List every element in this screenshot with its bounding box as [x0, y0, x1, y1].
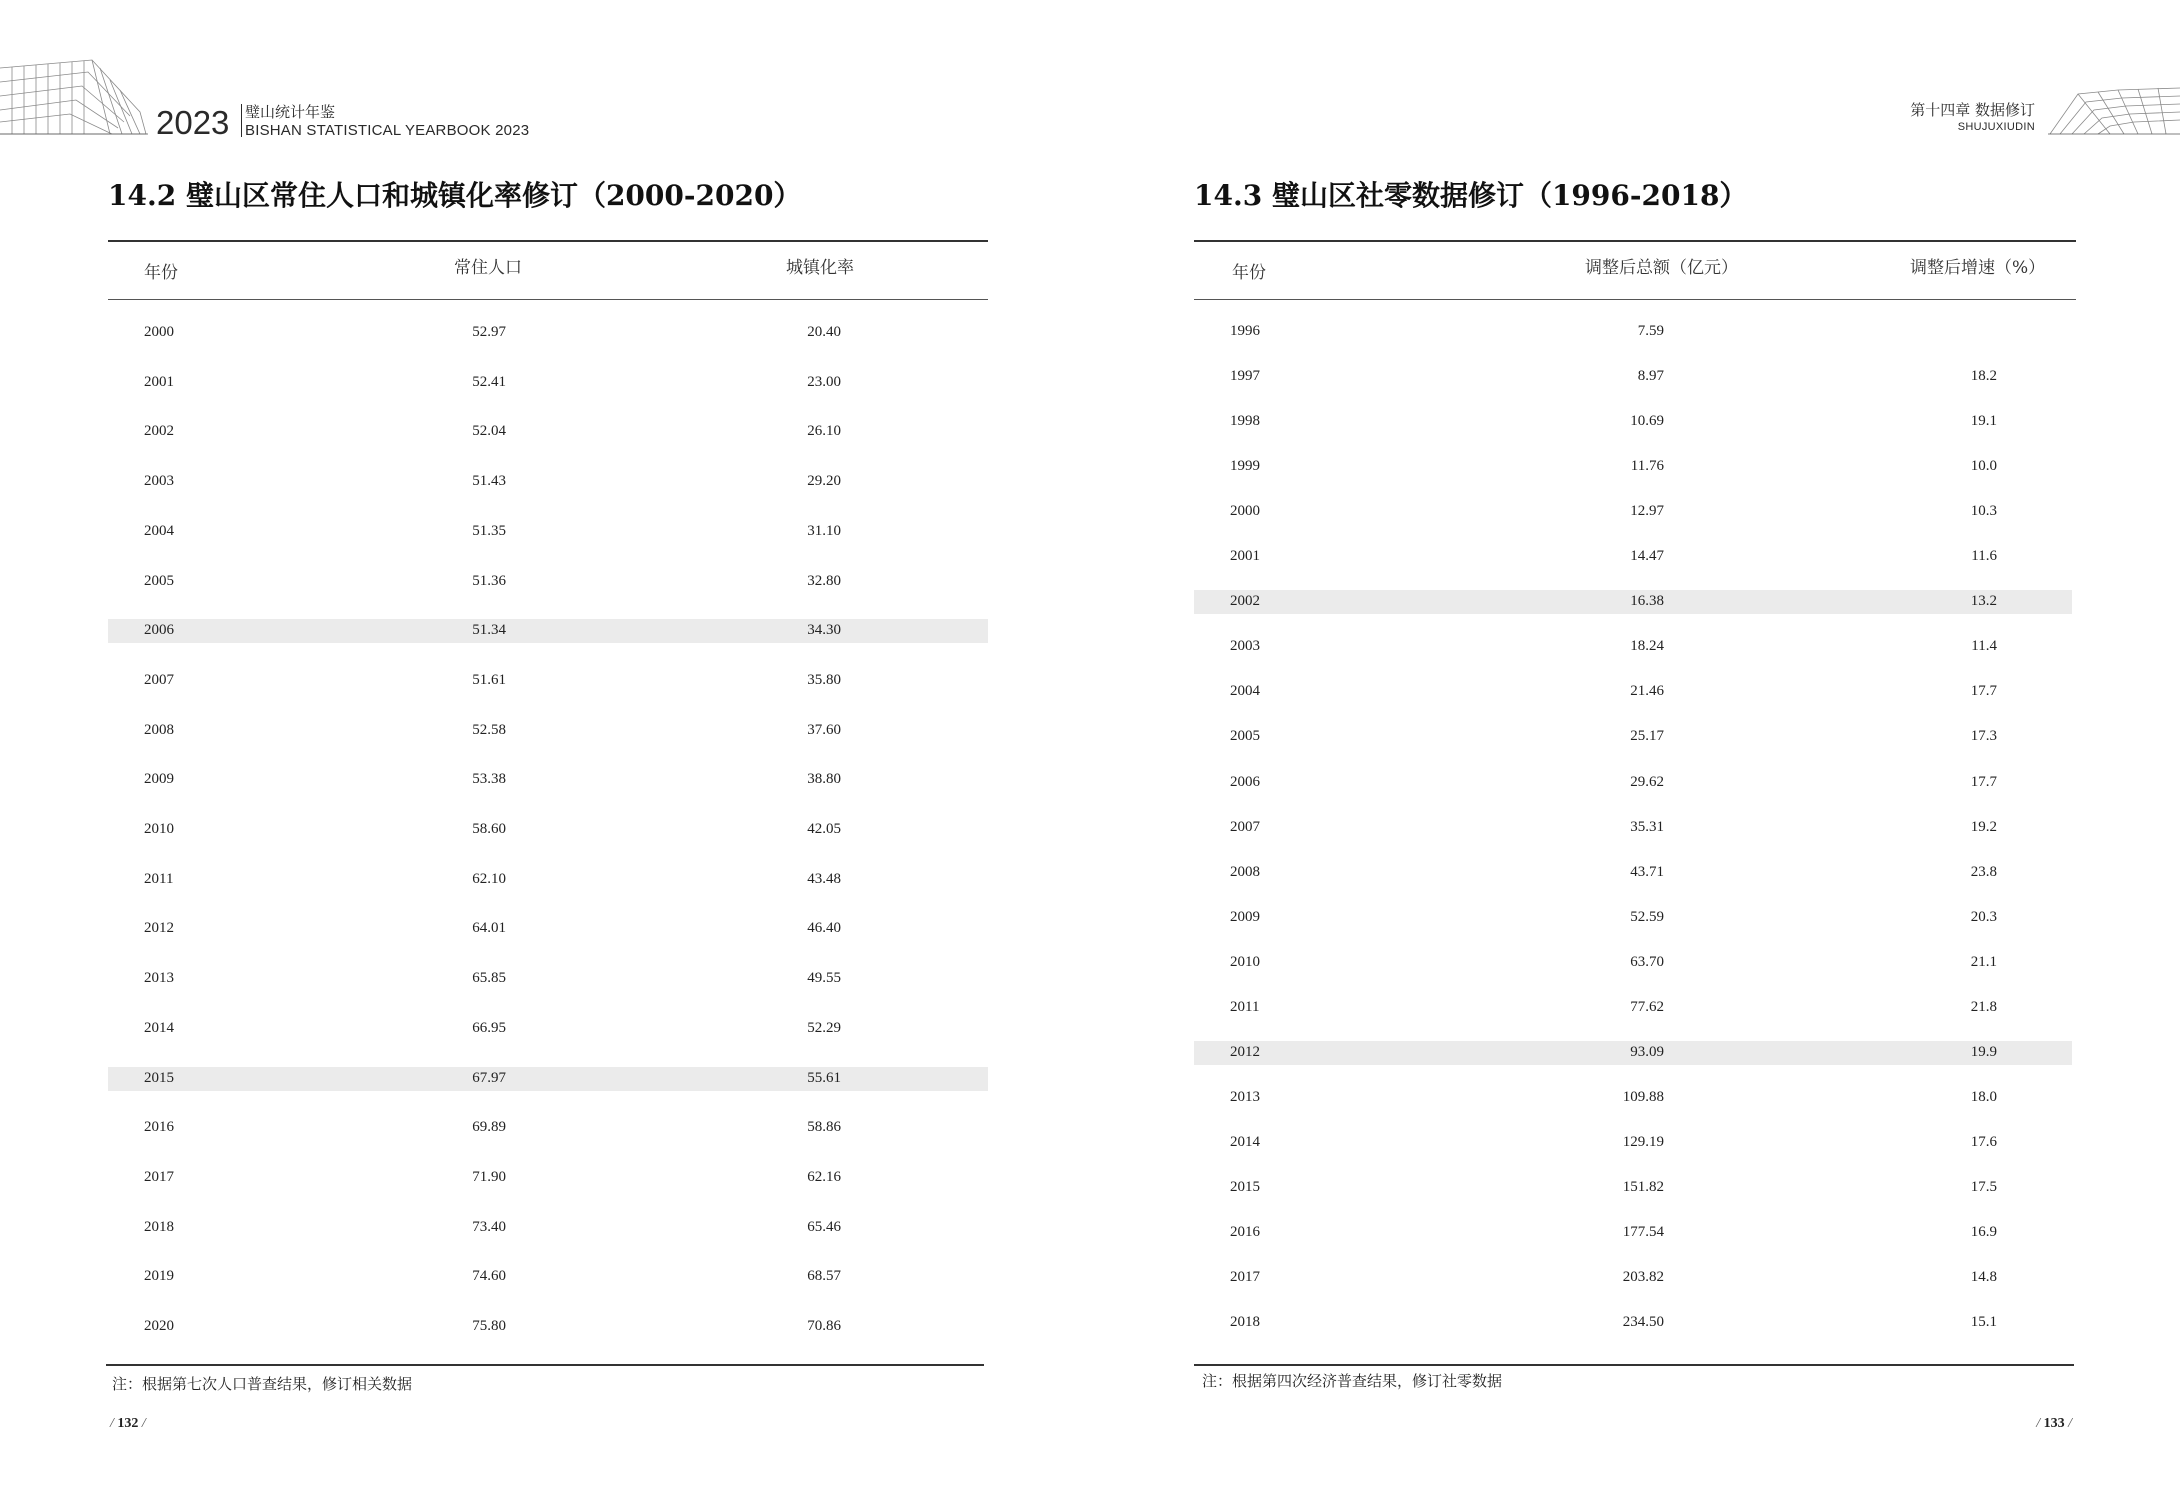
table-row — [1194, 635, 2072, 659]
table-row — [108, 1216, 988, 1240]
value-cell: 64.01 — [472, 920, 506, 937]
table-row — [1194, 861, 2072, 885]
rate-cell: 38.80 — [807, 771, 841, 788]
chapter-title-cn: 第十四章 数据修订 — [1910, 101, 2035, 119]
year-cell: 2001 — [1230, 548, 1260, 565]
table-row — [108, 967, 988, 991]
page-number-left: / 132 / — [110, 1416, 146, 1431]
year-cell: 2008 — [144, 721, 174, 738]
year-cell: 2007 — [144, 671, 174, 688]
table-row — [1194, 320, 2072, 344]
table-row — [1194, 1086, 2072, 1110]
table-row — [1194, 906, 2072, 930]
value-cell: 10.69 — [1630, 413, 1664, 430]
rate-cell: 31.10 — [807, 522, 841, 539]
value-cell: 77.62 — [1630, 998, 1664, 1015]
year-cell: 2000 — [1230, 503, 1260, 520]
rate-cell: 58.86 — [807, 1119, 841, 1136]
rate-cell: 43.48 — [807, 870, 841, 887]
table-row — [1194, 410, 2072, 434]
right-header-growth: 调整后增速（%） — [1910, 258, 2046, 278]
right-table-header-rule — [1194, 299, 2076, 300]
value-cell: 74.60 — [472, 1268, 506, 1285]
page-number-left-value: 132 — [117, 1416, 139, 1431]
value-cell: 35.31 — [1630, 818, 1664, 835]
value-cell: 73.40 — [472, 1218, 506, 1235]
value-cell: 12.97 — [1630, 503, 1664, 520]
value-cell: 8.97 — [1637, 368, 1664, 385]
year-cell: 1998 — [1230, 413, 1260, 430]
value-cell: 151.82 — [1622, 1178, 1664, 1195]
rate-cell: 37.60 — [807, 721, 841, 738]
left-table-bottom-rule — [106, 1364, 984, 1366]
value-cell: 11.76 — [1630, 458, 1664, 475]
value-cell: 21.46 — [1630, 683, 1664, 700]
year-cell: 2003 — [144, 473, 174, 490]
table-row — [108, 619, 988, 643]
rate-cell: 17.5 — [1970, 1178, 1997, 1195]
table-row — [108, 719, 988, 743]
table-row — [108, 768, 988, 792]
value-cell: 29.62 — [1630, 773, 1664, 790]
page-number-right: / 133 / — [2036, 1416, 2072, 1431]
table-row — [108, 371, 988, 395]
year-cell: 2017 — [1230, 1269, 1260, 1286]
value-cell: 75.80 — [472, 1318, 506, 1334]
left-header-population: 常住人口 — [454, 258, 522, 278]
value-cell: 65.85 — [472, 970, 506, 987]
rate-cell: 13.2 — [1970, 593, 1997, 610]
rate-cell: 19.1 — [1970, 413, 1997, 430]
rate-cell: 20.3 — [1970, 908, 1997, 925]
table-row — [1194, 771, 2072, 795]
rate-cell: 19.2 — [1970, 818, 1997, 835]
value-cell: 25.17 — [1630, 728, 1664, 745]
rate-cell: 14.8 — [1970, 1269, 1997, 1286]
rate-cell: 55.61 — [807, 1069, 841, 1086]
rate-cell: 35.80 — [807, 671, 841, 688]
value-cell: 63.70 — [1630, 953, 1664, 970]
year-cell: 2015 — [1230, 1178, 1260, 1195]
table-row — [1194, 1311, 2072, 1335]
rate-cell: 65.46 — [807, 1218, 841, 1235]
year-cell: 2002 — [144, 423, 174, 440]
value-cell: 7.59 — [1637, 323, 1664, 339]
value-cell: 51.61 — [472, 671, 506, 688]
table-row — [1194, 725, 2072, 749]
left-table-note: 注：根据第七次人口普查结果，修订相关数据 — [112, 1375, 413, 1393]
building-sketch-right — [2048, 86, 2180, 136]
year-cell: 2001 — [144, 373, 174, 390]
value-cell: 69.89 — [472, 1119, 506, 1136]
value-cell: 43.71 — [1630, 863, 1664, 880]
year-cell: 1996 — [1230, 323, 1260, 339]
rate-cell: 16.9 — [1970, 1224, 1997, 1240]
year-cell: 2006 — [144, 622, 174, 639]
table-row — [108, 669, 988, 693]
year-cell: 2012 — [144, 920, 174, 937]
yearbook-year: 2023 — [156, 104, 230, 141]
rate-cell: 26.10 — [807, 423, 841, 440]
year-cell: 2009 — [144, 771, 174, 788]
table-row — [108, 470, 988, 494]
table-row — [108, 570, 988, 594]
rate-cell: 17.7 — [1970, 773, 1997, 790]
table-row — [1194, 365, 2072, 389]
rate-cell: 29.20 — [807, 473, 841, 490]
value-cell: 51.43 — [472, 473, 506, 490]
year-cell: 2016 — [1230, 1224, 1260, 1240]
table-row — [1194, 545, 2072, 569]
yearbook-title-cn: 璧山统计年鉴 — [245, 103, 336, 121]
value-cell: 93.09 — [1630, 1043, 1664, 1060]
rate-cell: 32.80 — [807, 572, 841, 589]
rate-cell: 52.29 — [807, 1019, 841, 1036]
rate-cell: 18.0 — [1970, 1088, 1997, 1105]
table-row — [1194, 816, 2072, 840]
table-row — [1194, 1041, 2072, 1065]
rate-cell: 49.55 — [807, 970, 841, 987]
year-cell: 2005 — [1230, 728, 1260, 745]
year-cell: 2004 — [144, 522, 174, 539]
rate-cell: 68.57 — [807, 1268, 841, 1285]
left-header-urbanization: 城镇化率 — [786, 258, 854, 278]
rate-cell: 11.6 — [1971, 548, 1997, 565]
rate-cell: 19.9 — [1970, 1043, 1997, 1060]
year-cell: 2007 — [1230, 818, 1260, 835]
year-cell: 1999 — [1230, 458, 1260, 475]
year-cell: 2003 — [1230, 638, 1260, 655]
table-row — [1194, 500, 2072, 524]
value-cell: 16.38 — [1630, 593, 1664, 610]
table-row — [108, 1265, 988, 1289]
year-cell: 2010 — [1230, 953, 1260, 970]
value-cell: 67.97 — [472, 1069, 506, 1086]
table-row — [108, 520, 988, 544]
rate-cell: 23.00 — [807, 373, 841, 390]
value-cell: 51.35 — [472, 522, 506, 539]
table-row — [108, 1067, 988, 1091]
value-cell: 62.10 — [472, 870, 506, 887]
year-cell: 2002 — [1230, 593, 1260, 610]
rate-cell: 10.0 — [1970, 458, 1997, 475]
rate-cell: 34.30 — [807, 622, 841, 639]
year-cell: 2013 — [1230, 1088, 1260, 1105]
table-row — [108, 1315, 988, 1339]
rate-cell: 42.05 — [807, 821, 841, 837]
rate-cell: 10.3 — [1970, 503, 1997, 520]
table-row — [108, 1166, 988, 1190]
rate-cell: 11.4 — [1971, 638, 1997, 655]
right-header-total: 调整后总额（亿元） — [1585, 258, 1738, 278]
chapter-title-en: SHUJUXIUDIN — [1957, 121, 2035, 133]
right-table-top-rule — [1194, 240, 2076, 242]
table-row — [1194, 1176, 2072, 1200]
table-row — [108, 1017, 988, 1041]
table-row — [1194, 590, 2072, 614]
table-row — [1194, 1221, 2072, 1245]
value-cell: 51.34 — [472, 622, 506, 639]
value-cell: 51.36 — [472, 572, 506, 589]
right-table-bottom-rule — [1194, 1364, 2074, 1366]
value-cell: 71.90 — [472, 1168, 506, 1185]
table-row — [1194, 1131, 2072, 1155]
table-row — [108, 321, 988, 345]
building-sketch-left — [0, 58, 150, 136]
value-cell: 52.58 — [472, 721, 506, 738]
year-cell: 2013 — [144, 970, 174, 987]
rate-cell: 17.6 — [1970, 1133, 1997, 1150]
table-row — [108, 420, 988, 444]
table-row — [1194, 455, 2072, 479]
value-cell: 109.88 — [1622, 1088, 1664, 1105]
yearbook-title-en: BISHAN STATISTICAL YEARBOOK 2023 — [245, 122, 530, 139]
year-cell: 2006 — [1230, 773, 1260, 790]
rate-cell: 21.8 — [1970, 998, 1997, 1015]
page-number-right-value: 133 — [2043, 1416, 2065, 1431]
rate-cell: 23.8 — [1970, 863, 1997, 880]
year-cell: 2010 — [144, 821, 174, 837]
table-row — [1194, 680, 2072, 704]
year-cell: 2020 — [144, 1318, 174, 1334]
rate-cell: 17.7 — [1970, 683, 1997, 700]
year-cell: 2004 — [1230, 683, 1260, 700]
year-cell: 2009 — [1230, 908, 1260, 925]
year-cell: 2011 — [144, 870, 174, 887]
header-separator — [241, 104, 242, 137]
right-table-note: 注：根据第四次经济普查结果，修订社零数据 — [1202, 1372, 1503, 1390]
table-row — [108, 818, 988, 842]
right-table-title: 14.3 璧山区社零数据修订（1996-2018） — [1194, 179, 1748, 212]
table-row — [108, 1116, 988, 1140]
right-header-year: 年份 — [1232, 263, 1266, 283]
value-cell: 66.95 — [472, 1019, 506, 1036]
rate-cell: 18.2 — [1970, 368, 1997, 385]
year-cell: 2014 — [1230, 1133, 1260, 1150]
table-row — [108, 917, 988, 941]
value-cell: 58.60 — [472, 821, 506, 837]
value-cell: 52.41 — [472, 373, 506, 390]
value-cell: 234.50 — [1622, 1314, 1664, 1331]
year-cell: 2015 — [144, 1069, 174, 1086]
year-cell: 2008 — [1230, 863, 1260, 880]
rate-cell: 46.40 — [807, 920, 841, 937]
table-row — [1194, 1266, 2072, 1290]
year-cell: 2018 — [1230, 1314, 1260, 1331]
value-cell: 52.04 — [472, 423, 506, 440]
year-cell: 2014 — [144, 1019, 174, 1036]
rate-cell: 17.3 — [1970, 728, 1997, 745]
rate-cell: 15.1 — [1970, 1314, 1997, 1331]
left-table-title: 14.2 璧山区常住人口和城镇化率修订（2000-2020） — [108, 179, 802, 212]
value-cell: 53.38 — [472, 771, 506, 788]
table-row — [1194, 996, 2072, 1020]
year-cell: 2017 — [144, 1168, 174, 1185]
table-row — [108, 868, 988, 892]
year-cell: 2019 — [144, 1268, 174, 1285]
year-cell: 2000 — [144, 324, 174, 340]
year-cell: 2016 — [144, 1119, 174, 1136]
year-cell: 2011 — [1230, 998, 1260, 1015]
year-cell: 2005 — [144, 572, 174, 589]
value-cell: 129.19 — [1622, 1133, 1664, 1150]
left-header-year: 年份 — [144, 263, 178, 283]
value-cell: 203.82 — [1622, 1269, 1664, 1286]
value-cell: 52.97 — [472, 324, 506, 340]
value-cell: 177.54 — [1622, 1224, 1664, 1240]
rate-cell: 20.40 — [807, 324, 841, 340]
value-cell: 14.47 — [1630, 548, 1664, 565]
year-cell: 2012 — [1230, 1043, 1260, 1060]
value-cell: 18.24 — [1630, 638, 1664, 655]
value-cell: 52.59 — [1630, 908, 1664, 925]
left-table-header-rule — [108, 299, 988, 300]
table-row — [1194, 951, 2072, 975]
rate-cell: 70.86 — [807, 1318, 841, 1334]
rate-cell: 21.1 — [1970, 953, 1997, 970]
year-cell: 2018 — [144, 1218, 174, 1235]
year-cell: 1997 — [1230, 368, 1260, 385]
rate-cell: 62.16 — [807, 1168, 841, 1185]
left-table-top-rule — [108, 240, 988, 242]
